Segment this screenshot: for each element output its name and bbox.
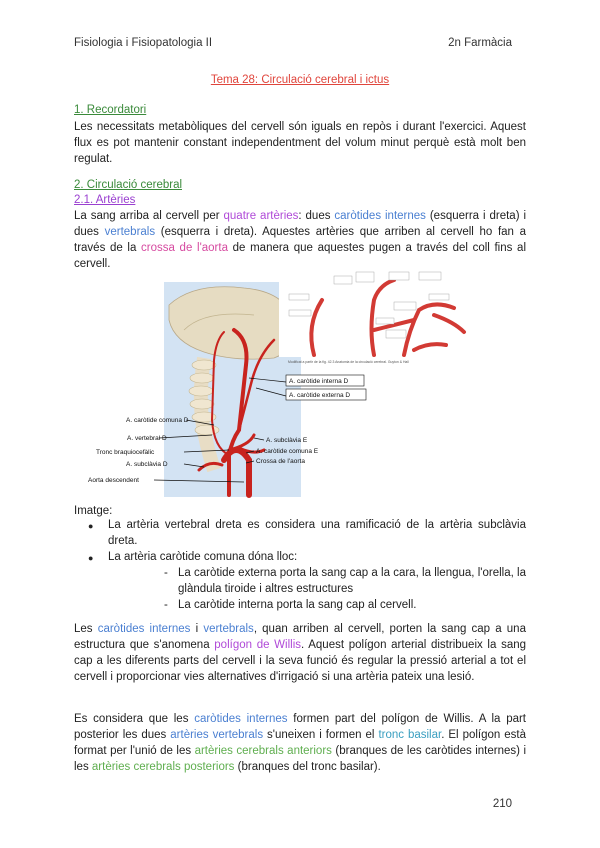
keyword: polígon de Willis <box>214 639 301 651</box>
keyword: crossa de l'aorta <box>141 242 228 254</box>
figure-caption: Modificat a partir de la fig. 42.3 Anatomia de la circulació cerebral. Guyton & Hall <box>288 360 409 364</box>
text-run: (esquerra i dreta) i dues <box>74 210 527 238</box>
keyword: caròtides internes <box>334 210 426 222</box>
label-vertebral-d: A. vertebral D <box>127 435 167 442</box>
text-run: i <box>190 623 204 635</box>
section-1-text: Les necessitats metabòliques del cervell són iguals en repòs i durant l'exercici. Aquest flux es pot mantenir constant independentment del volum minut perquè està molt ben regulat. <box>74 121 526 165</box>
list-item: ● La artèria vertebral dreta es considera una ramificació de la artèria subclàvia dreta. <box>74 517 526 549</box>
section-1-heading: 1. Recordatori <box>74 104 147 116</box>
sub-list-item: - La caròtide externa porta la sang cap a la cara, la llengua, l'orella, la glàndula tiroide i altres estructures <box>108 565 526 597</box>
sub-list <box>108 565 526 613</box>
label-aorta-desc: Aorta descendent <box>88 477 139 484</box>
label-subclavia-d: A. subclàvia D <box>126 461 168 468</box>
label-tronc: Tronc braquiocefàlic <box>96 449 155 456</box>
sub-list-item: - La caròtide interna porta la sang cap al cervell. <box>108 597 526 613</box>
keyword: vertebrals <box>203 623 254 635</box>
list-item-text: La artèria caròtide comuna dóna lloc: <box>108 551 298 563</box>
keyword: caròtides internes <box>194 713 288 725</box>
keyword: artèries cerebrals anteriors <box>194 745 332 757</box>
keyword: vertebrals <box>104 226 156 238</box>
label-subclavia-e: A. subclàvia E <box>266 437 308 444</box>
willis-paragraph <box>74 621 526 685</box>
list-item <box>74 549 526 613</box>
keyword: tronc basilar <box>378 729 442 741</box>
text-run: formen part del polígon de Willis. A la part posterior les dues <box>74 713 527 741</box>
header-course: Fisiologia i Fisiopatologia II <box>74 37 213 49</box>
text-run: La sang arriba al cervell per <box>74 210 224 222</box>
label-carotid-com-e: A. caròtide comuna E <box>256 448 319 455</box>
text-run: : dues <box>298 210 335 222</box>
label-crossa: Crossa de l'aorta <box>256 458 305 465</box>
image-label: Imatge: <box>74 505 113 517</box>
text-run: (branques del tronc basilar). <box>234 761 381 773</box>
label-carotid-int-d: A. caròtide interna D <box>289 378 349 385</box>
willis-paragraph-2 <box>74 711 526 775</box>
text-run: Es considera que les <box>74 713 195 725</box>
arteries-paragraph <box>74 208 526 272</box>
page-title: Tema 28: Circulació cerebral i ictus <box>210 74 390 86</box>
text-run: (branques de les caròtides internes) i les <box>74 745 527 773</box>
text-run: . El polígon està format per l'unió de les <box>74 729 526 757</box>
keyword: artèries vertebrals <box>170 729 264 741</box>
text-run: . Aquest polígon arterial distribueix la sang cap a les diferents parts del cervell i la seva funció és regular la pressió arterial a tot el cervell i proporcionar vies alternatives d'irrigació si una artèria pateix una lesió. <box>74 639 527 683</box>
keyword: artèries cerebrals posteriors <box>91 761 235 773</box>
text-run: s'uneixen i formen el <box>263 729 379 741</box>
label-carotid-ext-d: A. caròtide externa D <box>289 392 351 399</box>
header-group: 2n Farmàcia <box>448 37 512 49</box>
arteries-figure <box>74 270 534 500</box>
section-2-heading: 2. Circulació cerebral <box>74 179 183 191</box>
keyword: quatre artèries <box>223 210 299 222</box>
label-carotid-com-d: A. caròtide comuna D <box>126 417 189 424</box>
text-run: , quan arriben al cervell, porten la sang cap a una estructura que s'anomena <box>74 623 526 651</box>
text-run: de manera que aquestes pugen a través del coll fins al cervell. <box>74 242 526 270</box>
keyword: caròtides internes <box>97 623 191 635</box>
image-notes-list <box>74 517 526 613</box>
page-number: 210 <box>492 798 512 810</box>
text-run: (esquerra i dreta). Aquestes artèries que arriben al cervell ho fan a través de la <box>74 226 526 254</box>
section-2-1-heading: 2.1. Artèries <box>74 194 136 206</box>
text-run: Les <box>74 623 98 635</box>
